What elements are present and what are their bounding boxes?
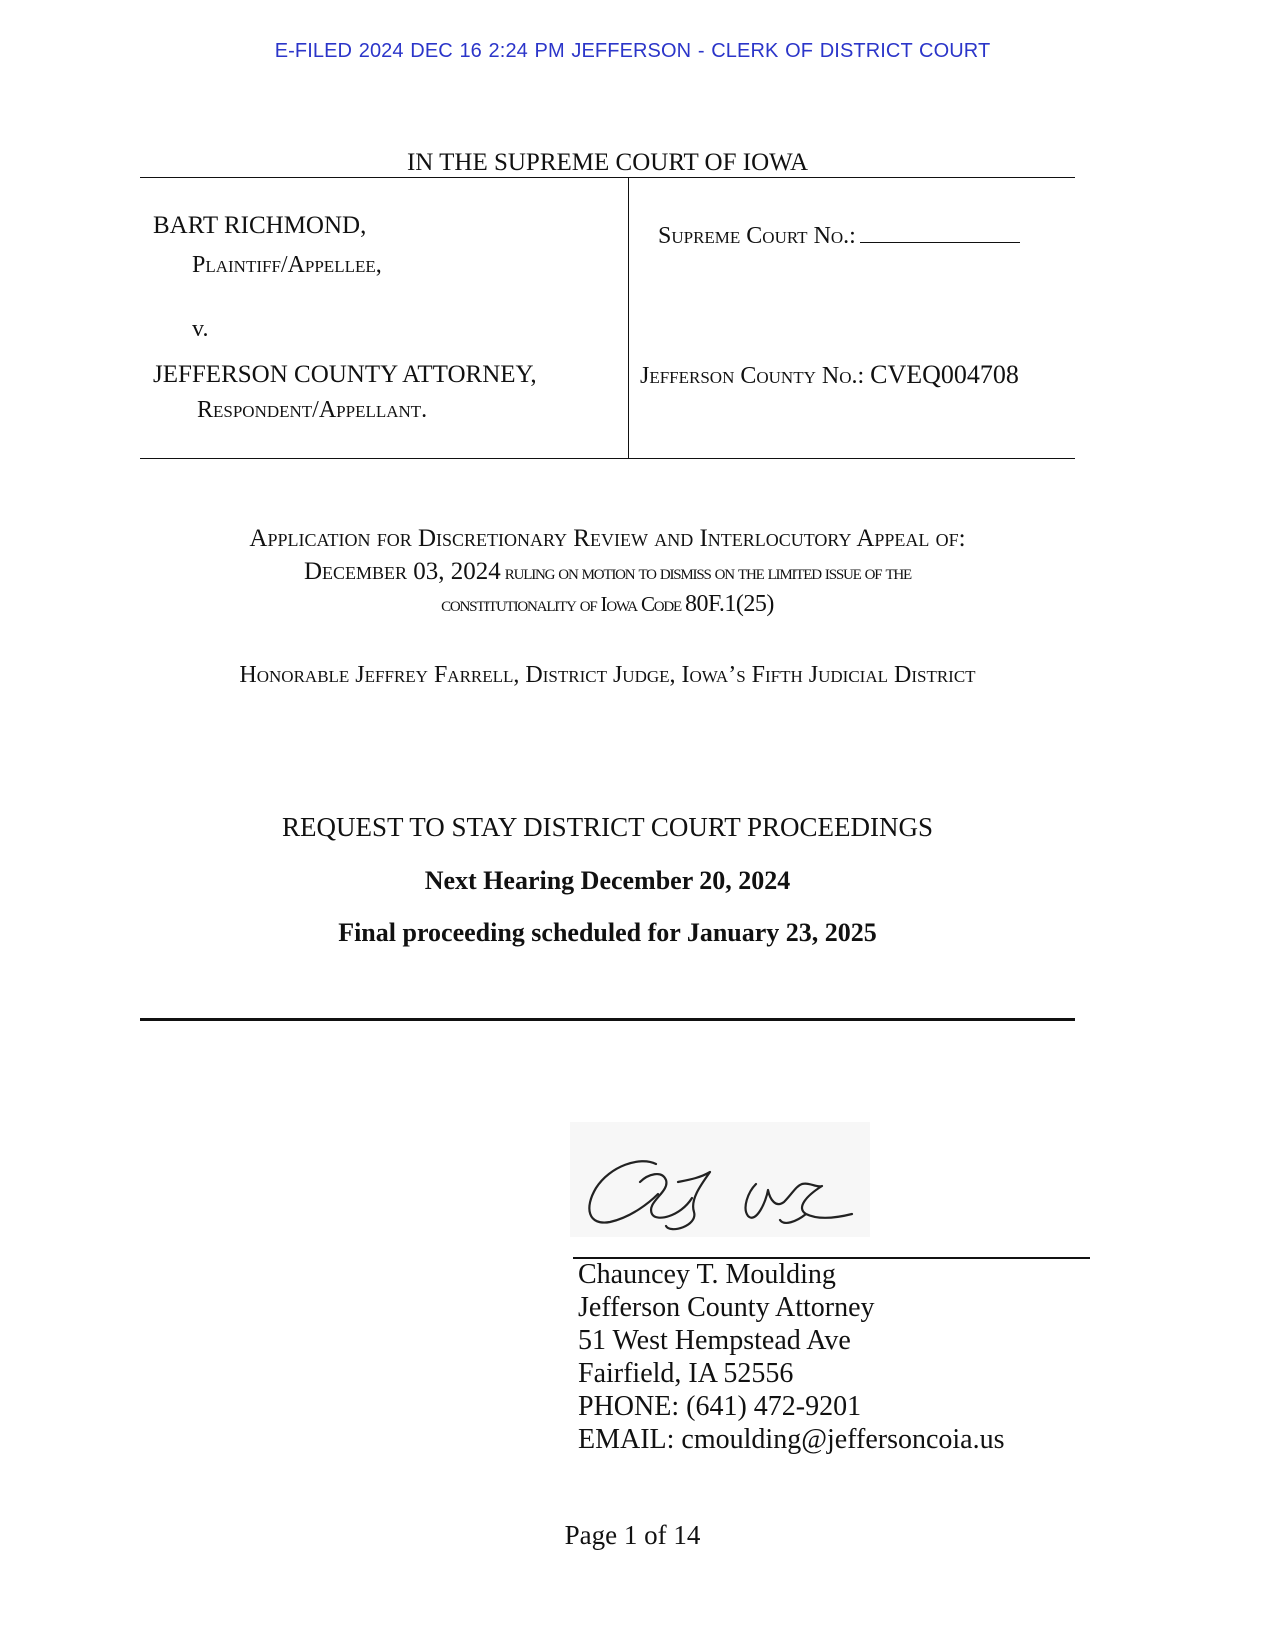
caption-divider: [628, 177, 629, 458]
next-hearing: Next Hearing December 20, 2024: [424, 866, 791, 895]
section-divider: [140, 1018, 1075, 1021]
supreme-court-number-blank: [860, 220, 1020, 243]
county-number: [640, 360, 1019, 390]
final-proceeding: Final proceeding scheduled for January 23, 2025: [338, 918, 877, 947]
attorney-title: Jefferson County Attorney: [578, 1292, 875, 1323]
page-number: Page 1 of 14: [564, 1520, 701, 1550]
defendant-name: JEFFERSON COUNTY ATTORNEY,: [153, 361, 537, 388]
attorney-city: Fairfield, IA 52556: [578, 1358, 794, 1389]
attorney-phone: PHONE: (641) 472-9201: [578, 1391, 862, 1422]
caption-top-rule: [140, 177, 1075, 178]
application-date: December 03, 2024: [303, 558, 501, 585]
efiled-stamp: E-FILED 2024 DEC 16 2:24 PM JEFFERSON - CLERK OF DISTRICT COURT: [274, 40, 991, 62]
judge-line: Honorable Jeffrey Farrell, District Judge, Iowa’s Fifth Judicial District: [239, 662, 976, 688]
application-line-2: [140, 558, 1075, 586]
signature-image: [570, 1122, 870, 1237]
request-title: REQUEST TO STAY DISTRICT COURT PROCEEDINGS: [281, 812, 934, 842]
county-number-value: CVEQ004708: [870, 360, 1019, 389]
signature-block: [578, 1258, 1098, 1456]
application-line-3: [140, 591, 1075, 618]
court-title: IN THE SUPREME COURT OF IOWA: [406, 149, 809, 176]
county-number-label: Jefferson County No.:: [640, 363, 865, 389]
versus: v.: [192, 316, 209, 342]
supreme-court-number: [658, 220, 1020, 250]
application-ruling: ruling on motion to dismiss on the limited issue of the: [504, 560, 912, 584]
application-code: 80F.1(25): [684, 591, 774, 617]
plaintiff-role: Plaintiff/Appellee,: [192, 252, 382, 278]
plaintiff-name: BART RICHMOND,: [153, 212, 367, 239]
defendant-role: Respondent/Appellant.: [197, 397, 428, 423]
caption-bottom-rule: [140, 458, 1075, 459]
attorney-email: EMAIL: cmoulding@jeffersoncoia.us: [578, 1424, 1005, 1455]
attorney-address: 51 West Hempstead Ave: [578, 1325, 851, 1356]
supreme-court-number-label: Supreme Court No.:: [658, 223, 856, 249]
application-constitutionality: constitutionality of Iowa Code: [441, 592, 681, 616]
application-line-1: Application for Discretionary Review and Interlocutory Appeal of:: [249, 525, 966, 552]
attorney-name: Chauncey T. Moulding: [578, 1259, 836, 1290]
